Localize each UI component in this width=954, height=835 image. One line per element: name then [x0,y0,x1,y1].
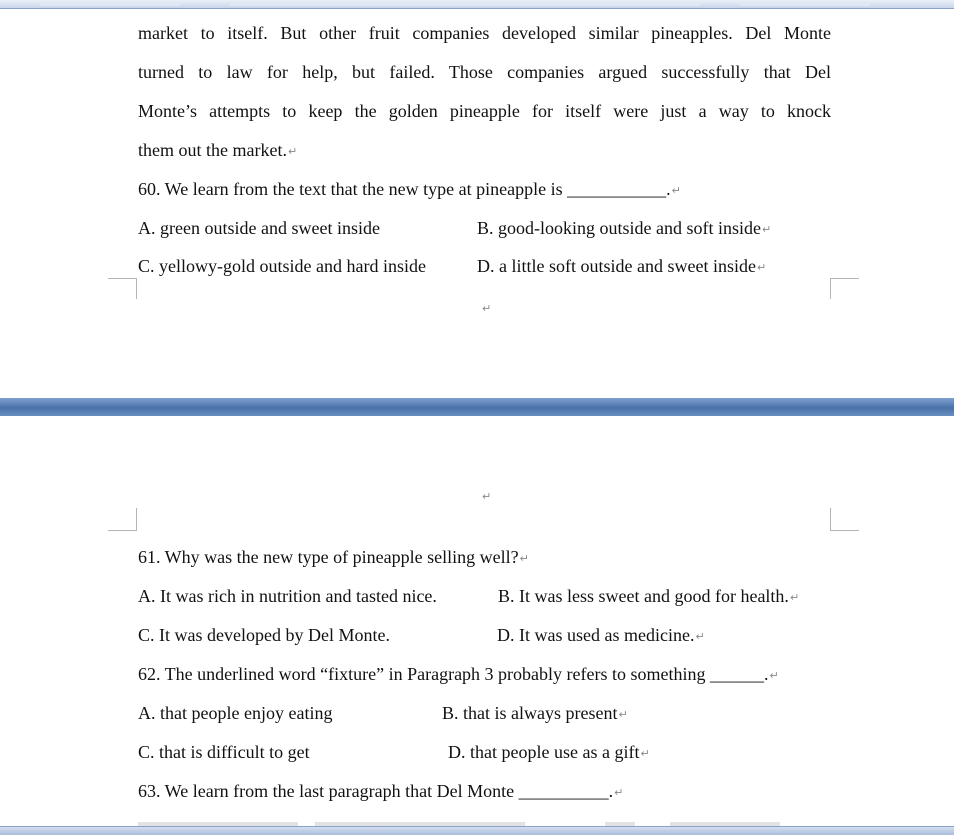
paragraph-mark: ↵ [287,145,298,158]
paragraph-mark: ↵ [640,747,650,760]
paragraph-mark: ↵ [769,669,779,682]
question-60-stem: 60. We learn from the text that the new type at pineapple is ___________.↵ [138,179,681,199]
question-61-option-b: B. It was less sweet and good for health.↵ [498,586,800,606]
question-62-option-d: D. that people use as a gift↵ [448,742,650,762]
paragraph-mark: ↵ [618,708,628,721]
question-63-stem: 63. We learn from the last paragraph that Del Monte __________.↵ [138,781,624,801]
paragraph-mark: ↵ [671,184,681,197]
paragraph-mark: ↵ [756,261,767,274]
paragraph-mark: ↵ [761,223,772,236]
passage-line: turned to law for help, but failed. Those companies argued successfully that Del [138,62,831,82]
paragraph-mark: ↵ [789,591,800,604]
question-61-option-d: D. It was used as medicine.↵ [497,625,705,645]
question-61-option-a: A. It was rich in nutrition and tasted nice. [138,586,437,606]
question-62-option-a: A. that people enjoy eating [138,703,333,723]
margin-corner-bottom-left [108,278,137,299]
passage-line: Monte’s attempts to keep the golden pineapple for itself were just a way to knock [138,101,831,121]
question-60-option-c: C. yellowy-gold outside and hard inside [138,256,426,276]
question-60-option-a: A. green outside and sweet inside [138,218,380,238]
question-61-option-c: C. It was developed by Del Monte. [138,625,390,645]
margin-corner-top-right [830,508,859,531]
question-62-stem: 62. The underlined word “fixture” in Paragraph 3 probably refers to something ______.↵ [138,664,779,684]
margin-corner-bottom-right [830,278,859,299]
ruler-segment [40,3,180,6]
passage-line: market to itself. But other fruit companies developed similar pineapples. Del Monte [138,23,831,43]
paragraph-mark: ↵ [519,552,529,565]
question-62-option-b: B. that is always present↵ [442,703,628,723]
margin-corner-top-left [108,508,137,531]
question-62-option-c: C. that is difficult to get [138,742,310,762]
page-break-gap [0,398,954,416]
question-60-option-d: D. a little soft outside and sweet inside↵ [477,256,767,276]
page-top-edge [0,0,954,9]
paragraph-mark: ↵ [482,490,492,503]
paragraph-mark: ↵ [614,786,624,799]
ruler-segment [230,3,700,6]
ruler-segment [740,3,870,6]
passage-line: them out the market.↵ [138,140,298,160]
question-60-option-b: B. good-looking outside and soft inside↵ [477,218,772,238]
question-61-stem: 61. Why was the new type of pineapple selling well?↵ [138,547,529,567]
paragraph-mark: ↵ [695,630,705,643]
paragraph-mark: ↵ [482,302,492,315]
